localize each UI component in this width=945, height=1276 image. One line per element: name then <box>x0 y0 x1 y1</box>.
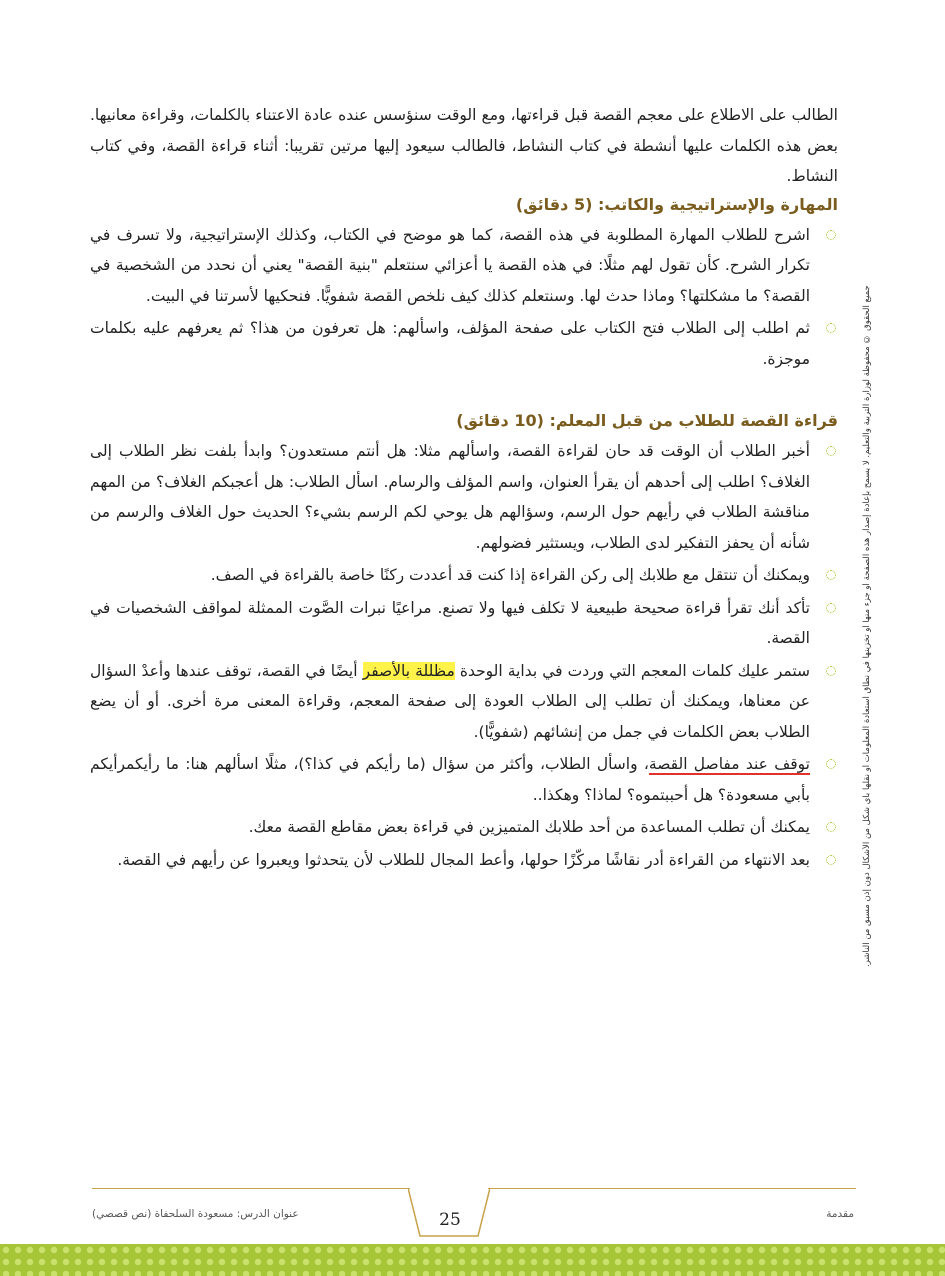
bullet-icon <box>826 603 836 613</box>
page-content <box>90 100 838 877</box>
skill-strategy-list <box>90 220 838 375</box>
list-item: تأكد أنك تقرأ قراءة صحيحة طبيعية لا تكلف فيها ولا تصنع. مراعيًا نبرات الصَّوت الممثلة لمواقف الشخصيات في القصة. <box>90 593 838 654</box>
page-number: 25 <box>439 1210 461 1230</box>
list-item: ثم اطلب إلى الطلاب فتح الكتاب على صفحة المؤلف، واسألهم: هل تعرفون من هذا؟ ثم يعرفهم عليه بكلمات موجزة. <box>90 313 838 374</box>
list-item: يمكنك أن تطلب المساعدة من أحد طلابك المتميزين في قراءة بعض مقاطع القصة معك. <box>90 812 838 843</box>
teacher-reading-list <box>90 436 838 875</box>
list-item: ويمكنك أن تنتقل مع طلابك إلى ركن القراءة إذا كنت قد أعددت ركنًا خاصة بالقراءة في الصف. <box>90 560 838 591</box>
list-item: بعد الانتهاء من القراءة أدر نقاشًا مركّزًا حولها، وأعط المجال للطلاب لأن يتحدثوا ويعبروا عن رأيهم في القصة. <box>90 845 838 876</box>
list-item: أخبر الطلاب أن الوقت قد حان لقراءة القصة، واسألهم مثلا: هل أنتم مستعدون؟ وابدأ بلفت نظر الطلاب إلى الغلاف؟ اطلب إلى أحدهم أن يقرأ العنوان، واسم المؤلف والرسام. اسأل الطلاب: هل أعجبكم الغلاف؟ من المهم مناقشة الطلاب في رأيهم حول الرسم، وسؤالهم هل يوحي لكم الرسم بشيء؟ الحديث حول الغلاف والرسم من شأنه أن يحفز التفكير لدى الطلاب، ويستثير فضولهم. <box>90 436 838 558</box>
list-item: اشرح للطلاب المهارة المطلوبة في هذه القصة، كما هو موضح في الكتاب، وكذلك الإستراتيجية، ولا تسرف في تكرار الشرح. كأن تقول لهم مثلًا: في هذه القصة يا أعزائي سنتعلم "بنية القصة" يعني أن نحدد من الشخصية في القصة؟ ما مشكلتها؟ وماذا حدث لها. وسنتعلم كذلك كيف نلخص القصة شفويًّا. فنحكيها لأسرتنا في البيت. <box>90 220 838 312</box>
section-name: مقدمة <box>826 1208 854 1220</box>
bullet-icon <box>826 323 836 333</box>
bullet-icon <box>826 666 836 676</box>
bullet-icon <box>826 570 836 580</box>
bullet-icon <box>826 759 836 769</box>
lesson-title: عنوان الدرس: مسعودة السلحفاة (نص قصصي) <box>92 1208 299 1220</box>
section-heading-teacher-reading: قراءة القصة للطلاب من قبل المعلم: (10 دقائق) <box>456 411 838 430</box>
footer-divider-left <box>92 1188 410 1189</box>
list-item: ستمر عليك كلمات المعجم التي وردت في بداية الوحدة مظللة بالأصفر أيضًا في القصة، توقف عندها وأعدْ السؤال عن معناها، ويمكنك أن تطلب إلى الطلاب العودة إلى صفحة المعجم، وقراءة المعنى مرة أخرى. أو أن يضع الطلاب بعض الكلمات في جمل من إنشائهم (شفويًّا). <box>90 656 838 748</box>
footer-divider-right <box>488 1188 856 1189</box>
section-heading-skill-strategy: المهارة والإستراتيجية والكاتب: (5 دقائق) <box>515 194 838 214</box>
intro-paragraph: الطالب على الاطلاع على معجم القصة قبل قراءتها، ومع الوقت سنؤسس عنده عادة الاعتناء بالكلمات، وقراءة معانيها. بعض هذه الكلمات عليها أنشطة في كتاب النشاط، فالطالب سيعود إليها مرتين تقريبا: أثناء قراءة القصة، وفي كتاب النشاط. <box>90 106 838 185</box>
underlined-text: توقف عند مفاصل القصة <box>648 755 810 773</box>
bullet-icon <box>826 230 836 240</box>
bullet-icon <box>826 446 836 456</box>
copyright-side-note: جميع الحقوق © محفوظة لوزارة التربية والتعليم. لا يسمح بإعادة إصدار هذه الصفحة أو جزء منها أو تخزينها في نطاق استعادة المعلومات أو نقلها بأي شكل من الأشكال دون إذن مسبق من الناشر. <box>862 285 872 967</box>
decorative-footer-band <box>0 1244 945 1276</box>
bullet-icon <box>826 822 836 832</box>
highlighted-vocabulary-note: مظللة بالأصفر <box>362 661 455 680</box>
list-item: توقف عند مفاصل القصة، واسأل الطلاب، وأكثر من سؤال (ما رأيكم في كذا؟)، مثلًا اسألهم هنا: ما رأيكمرأيكم بأبي مسعودة؟ هل أحببتموه؟ لماذا؟ وهكذا.. <box>90 749 838 810</box>
bullet-icon <box>826 855 836 865</box>
